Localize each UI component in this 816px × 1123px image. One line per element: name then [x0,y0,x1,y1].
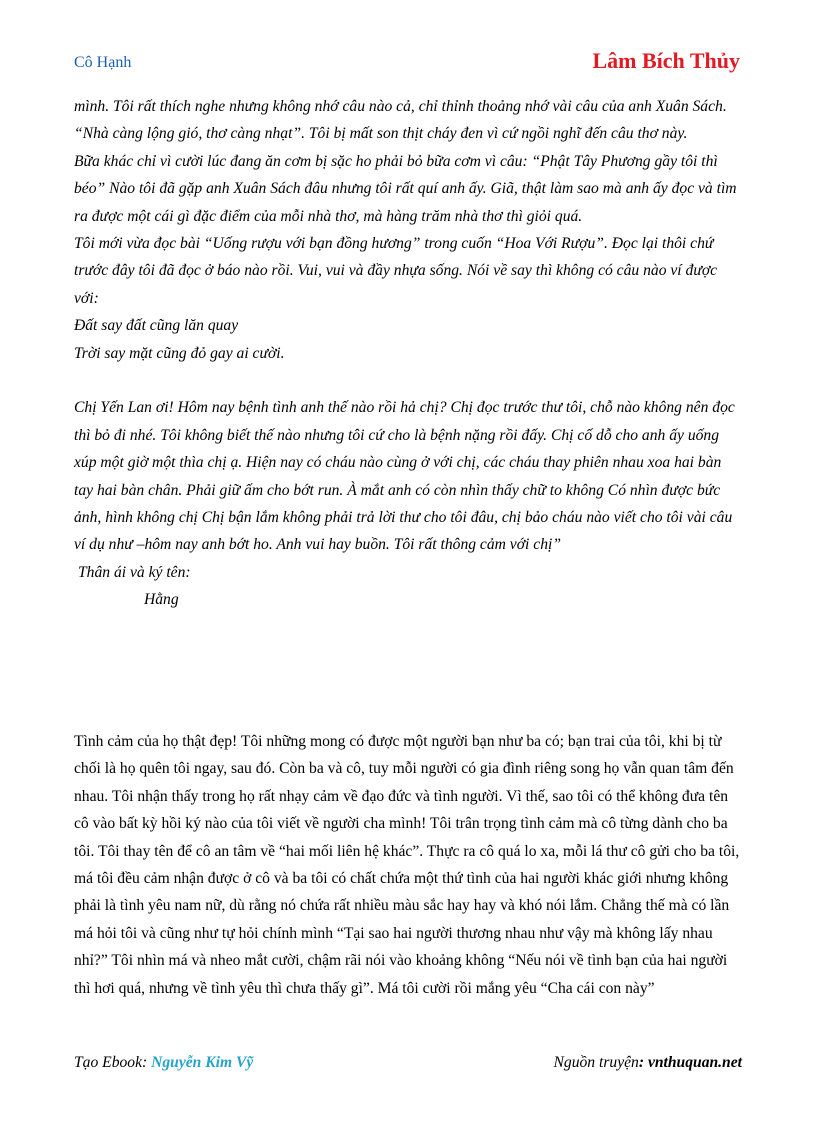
source-label: Nguồn truyện [553,1054,639,1071]
verse-line: Đất say đất cũng lăn quay [74,317,239,335]
letter-body [74,93,742,614]
source-credit: Nguồn truyện: vnthuquan.net [553,1054,742,1071]
page-header [74,48,740,78]
ebook-label: Tạo Ebook [74,1054,143,1071]
letter-signoff: Thân ái và ký tên: [78,563,191,581]
letter-paragraph: Tôi mới vừa đọc bài “Uống rượu với bạn đồng hương” trong cuốn “Hoa Với Rượu”. Đọc lại thôi chứ trước đây tôi đã đọc ở báo nào rồi. Vui, vui và đầy nhựa sống. Nói về say thì không có câu nào ví được với: [74,235,718,307]
author-name: Lâm Bích Thủy [592,48,740,73]
paragraph-gap [74,367,742,394]
narrative-paragraph: Tình cảm của họ thật đẹp! Tôi những mong có được một người bạn như ba có; bạn trai của tôi, khi bị từ chối là họ quên tôi ngay, sau đó. Còn ba và cô, tuy mỗi người có gia đình riêng song họ vẫn quan tâm đến nhau. Tôi nhận thấy trong họ rất nhạy cảm về đạo đức và tình người. Vì thế, sao tôi có thể không đưa tên cô vào bất kỳ hồi ký nào của tôi viết về người cha mình! Tôi trân trọng tình cảm mà cô từng dành cho ba tôi. Tôi thay tên để cô an tâm về “hai mối liên hệ khác”. Thực ra cô quá lo xa, mỗi lá thư cô gửi cho ba tôi, má tôi đều cảm nhận được ở cô và ba tôi có chất chứa một thứ tình của hai người khác giới nhưng không phải là tình yêu nam nữ, dù rằng nó chứa rất nhiều màu sắc hay hay và khó nói lắm. Chẳng thế mà có lần má hỏi tôi và cũng như tự hỏi chính mình “Tại sao hai người thương nhau như vậy mà không lấy nhau nhỉ?” Tôi nhìn má và nheo mắt cười, chậm rãi nói vào khoảng không “Nếu nói về tình bạn của hai người thì hơi quá, nhưng về tình yêu thì chưa thấy gì”. Má tôi cười rồi mắng yêu “Cha cái con này” [74,733,740,997]
letter-paragraph: mình. Tôi rất thích nghe nhưng không nhớ câu nào cả, chỉ thỉnh thoảng nhớ vài câu của anh Xuân Sách. “Nhà càng lộng gió, thơ càng nhạt”. Tôi bị mất son thịt cháy đen vì cứ ngồi nghĩ đến câu thơ này. [74,98,727,143]
letter-paragraph: Bữa khác chỉ vì cười lúc đang ăn cơm bị sặc ho phải bỏ bữa cơm vì câu: “Phật Tây Phương gầy tôi thì béo” Nào tôi đã gặp anh Xuân Sách đâu nhưng tôi rất quí anh ấy. Giã, thật làm sao mà anh ấy đọc và tìm ra được một cái gì đặc điểm của mỗi nhà thơ, mà hàng trăm nhà thơ thì giỏi quá. [74,152,737,225]
ebook-creator: Nguyễn Kim Vỹ [151,1054,254,1071]
source-site: vnthuquan.net [647,1054,742,1071]
ebook-credit: Tạo Ebook: Nguyễn Kim Vỹ [74,1054,254,1071]
letter-signature: Hằng [144,591,179,609]
chapter-title: Cô Hạnh [74,54,132,71]
verse-line: Trời say mặt cũng đỏ gay ai cười. [74,344,285,362]
letter-paragraph: Chị Yến Lan ơi! Hôm nay bệnh tình anh thế nào rồi hả chị? Chị đọc trước thư tôi, chỗ nào không nên đọc thì bỏ đi nhé. Tôi không biết thế nào nhưng tôi cứ cho là bệnh nặng rồi đấy. Chị cố dỗ cho anh ấy uống xúp một giờ một thìa chị ạ. Hiện nay có cháu nào cùng ở với chị, các cháu thay phiên nhau xoa hai bàn tay hai bàn chân. Phải giữ ấm cho bớt run. À mắt anh có còn nhìn thấy chữ to không Có nhìn được bức ảnh, hình không chị Chị bận lắm không phải trả lời thư cho tôi đâu, chị bảo cháu nào viết cho tôi vài câu ví dụ như –hôm nay anh bớt ho. Anh vui hay buồn. Tôi rất thông cảm với chị” [74,399,735,554]
page-footer [74,1054,742,1078]
